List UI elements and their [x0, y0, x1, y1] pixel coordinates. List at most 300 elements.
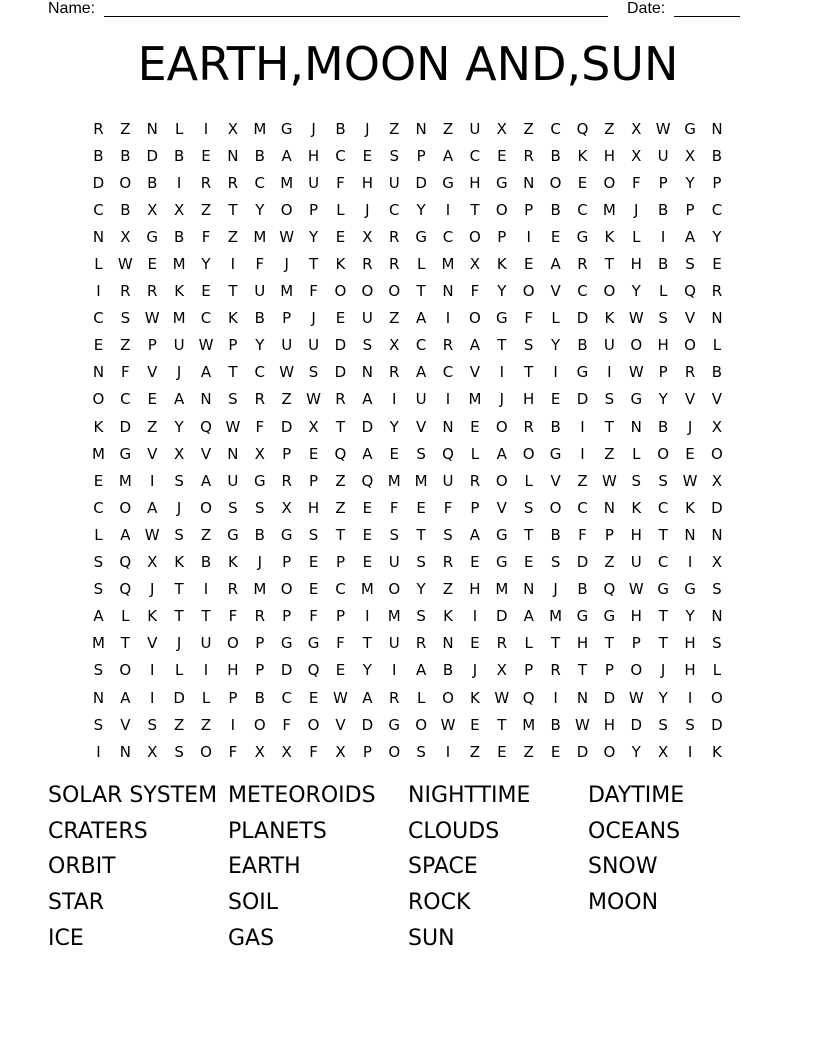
- grid-letter: A: [416, 309, 427, 328]
- grid-letter: I: [445, 742, 451, 761]
- grid-letter: J: [365, 200, 370, 219]
- grid-letter: I: [687, 742, 693, 761]
- grid-letter: J: [176, 363, 182, 382]
- grid-letter: W: [682, 471, 698, 490]
- grid-letter: V: [147, 444, 158, 463]
- grid-letter: Y: [416, 200, 426, 219]
- grid-letter: B: [120, 200, 131, 219]
- grid-letter: Z: [389, 119, 400, 138]
- grid-letter: A: [442, 146, 454, 165]
- grid-letter: I: [445, 200, 451, 219]
- grid-letter: B: [120, 146, 131, 165]
- grid-letter: M: [360, 580, 374, 599]
- grid-letter: X: [389, 336, 400, 355]
- grid-letter: R: [254, 390, 265, 409]
- grid-letter: V: [200, 444, 212, 463]
- grid-letter: O: [388, 580, 401, 599]
- grid-letter: J: [311, 119, 316, 138]
- grid-letter: U: [173, 336, 185, 355]
- grid-letter: T: [658, 525, 668, 544]
- grid-letter: O: [549, 498, 562, 517]
- grid-letter: Y: [685, 173, 695, 192]
- grid-letter: N: [146, 119, 158, 138]
- grid-letter: N: [415, 119, 427, 138]
- grid-letter: C: [711, 200, 723, 219]
- grid-letter: C: [657, 553, 669, 572]
- grid-letter: N: [711, 119, 723, 138]
- grid-letter: S: [147, 715, 157, 734]
- grid-letter: E: [335, 661, 346, 680]
- grid-letter: B: [335, 119, 346, 138]
- grid-letter: S: [416, 742, 426, 761]
- grid-row: [85, 250, 731, 277]
- grid-letter: T: [604, 255, 614, 274]
- grid-letter: R: [254, 607, 265, 626]
- grid-letter: P: [282, 309, 292, 328]
- grid-letter: G: [495, 525, 508, 544]
- grid-letter: I: [203, 661, 209, 680]
- grid-letter: R: [227, 173, 239, 192]
- grid-letter: D: [415, 173, 427, 192]
- grid-letter: I: [580, 417, 585, 436]
- grid-letter: D: [334, 363, 347, 382]
- grid-letter: A: [147, 498, 158, 517]
- grid-letter: E: [335, 309, 346, 328]
- word-bank-item: ORBIT: [48, 854, 116, 880]
- grid-letter: F: [282, 715, 291, 734]
- grid-letter: J: [634, 200, 639, 219]
- grid-letter: I: [392, 661, 397, 680]
- grid-letter: O: [522, 282, 535, 301]
- word-bank-item: SNOW: [588, 854, 658, 880]
- grid-letter: E: [147, 255, 157, 274]
- grid-letter: K: [469, 688, 480, 707]
- grid-letter: Z: [173, 715, 185, 734]
- grid-letter: R: [362, 255, 373, 274]
- grid-letter: Y: [416, 580, 426, 599]
- grid-letter: X: [254, 742, 265, 761]
- grid-letter: R: [496, 634, 508, 653]
- grid-letter: S: [93, 553, 104, 572]
- grid-letter: T: [416, 282, 426, 301]
- grid-letter: L: [336, 200, 345, 219]
- grid-letter: P: [282, 553, 292, 572]
- grid-letter: C: [93, 200, 104, 219]
- grid-letter: L: [94, 525, 103, 544]
- grid-letter: X: [711, 553, 723, 572]
- grid-letter: O: [92, 390, 105, 409]
- grid-letter: L: [632, 227, 641, 246]
- grid-letter: S: [550, 553, 561, 572]
- grid-letter: A: [120, 525, 131, 544]
- grid-letter: I: [687, 688, 693, 707]
- grid-letter: A: [120, 688, 131, 707]
- grid-letter: R: [469, 471, 481, 490]
- grid-letter: O: [119, 661, 132, 680]
- grid-letter: B: [658, 255, 669, 274]
- grid-letter: O: [603, 282, 616, 301]
- grid-letter: K: [93, 417, 104, 436]
- grid-letter: C: [335, 580, 346, 599]
- grid-letter: L: [416, 688, 426, 707]
- grid-letter: O: [226, 634, 239, 653]
- grid-letter: E: [308, 580, 319, 599]
- grid-letter: R: [442, 336, 454, 355]
- grid-letter: Y: [631, 282, 641, 301]
- grid-letter: J: [311, 309, 316, 328]
- grid-letter: O: [119, 173, 132, 192]
- grid-letter: M: [387, 607, 401, 626]
- grid-letter: N: [711, 607, 723, 626]
- grid-letter: M: [495, 580, 509, 599]
- grid-letter: K: [631, 498, 642, 517]
- grid-letter: T: [228, 282, 238, 301]
- grid-letter: S: [362, 336, 373, 355]
- grid-letter: O: [603, 742, 616, 761]
- grid-letter: S: [93, 661, 104, 680]
- grid-letter: O: [549, 173, 562, 192]
- grid-letter: Z: [147, 417, 158, 436]
- grid-letter: J: [257, 553, 262, 572]
- grid-letter: O: [657, 444, 670, 463]
- grid-letter: L: [470, 444, 480, 463]
- grid-letter: E: [550, 227, 561, 246]
- grid-letter: Y: [255, 336, 265, 355]
- grid-letter: G: [280, 634, 293, 653]
- grid-letter: I: [230, 255, 236, 274]
- grid-letter: A: [362, 390, 373, 409]
- grid-letter: R: [523, 417, 534, 436]
- grid-letter: B: [254, 525, 265, 544]
- grid-letter: H: [227, 661, 239, 680]
- grid-letter: J: [553, 580, 558, 599]
- grid-letter: L: [201, 688, 211, 707]
- grid-letter: U: [361, 309, 373, 328]
- grid-letter: O: [495, 200, 508, 219]
- grid-letter: M: [280, 173, 294, 192]
- grid-letter: A: [416, 363, 427, 382]
- grid-letter: A: [416, 661, 427, 680]
- word-bank-item: METEOROIDS: [228, 783, 376, 808]
- grid-letter: J: [687, 417, 693, 436]
- grid-letter: P: [309, 200, 319, 219]
- word-bank-item: NIGHTTIME: [408, 783, 531, 808]
- grid-letter: E: [147, 390, 157, 409]
- grid-letter: O: [469, 309, 481, 328]
- grid-letter: L: [524, 634, 533, 653]
- grid-letter: Y: [551, 336, 561, 355]
- grid-letter: W: [628, 309, 644, 328]
- grid-letter: G: [280, 119, 293, 138]
- grid-letter: B: [254, 146, 265, 165]
- date-label: Date:: [627, 0, 666, 17]
- grid-letter: V: [496, 498, 507, 517]
- grid-letter: B: [254, 309, 265, 328]
- grid-letter: M: [387, 471, 401, 490]
- grid-letter: V: [711, 390, 723, 409]
- grid-letter: M: [441, 255, 455, 274]
- grid-letter: C: [93, 309, 104, 328]
- grid-row: [85, 684, 731, 711]
- grid-letter: H: [469, 173, 481, 192]
- grid-letter: E: [93, 471, 104, 490]
- grid-letter: R: [684, 363, 696, 382]
- grid-letter: M: [602, 200, 616, 219]
- grid-row: [85, 630, 731, 657]
- grid-letter: F: [228, 607, 238, 626]
- grid-letter: H: [307, 498, 320, 517]
- grid-letter: O: [280, 200, 293, 219]
- grid-letter: R: [389, 363, 400, 382]
- grid-letter: V: [550, 282, 561, 301]
- grid-letter: P: [147, 336, 157, 355]
- grid-letter: E: [362, 525, 373, 544]
- grid-letter: O: [280, 580, 293, 599]
- grid-letter: Z: [120, 119, 131, 138]
- grid-letter: T: [308, 255, 319, 274]
- grid-letter: K: [604, 309, 615, 328]
- grid-letter: X: [173, 444, 185, 463]
- grid-letter: D: [576, 742, 589, 761]
- date-line: [674, 16, 740, 17]
- word-bank-item: CLOUDS: [408, 818, 500, 844]
- grid-row: [85, 278, 731, 305]
- grid-letter: Q: [603, 580, 616, 599]
- grid-letter: B: [550, 146, 561, 165]
- grid-row: [85, 413, 731, 440]
- grid-letter: X: [147, 742, 158, 761]
- grid-letter: R: [442, 553, 454, 572]
- grid-letter: O: [200, 498, 212, 517]
- grid-letter: N: [603, 498, 615, 517]
- grid-letter: R: [120, 282, 131, 301]
- grid-letter: Z: [442, 119, 454, 138]
- grid-letter: L: [94, 255, 103, 274]
- grid-letter: O: [495, 471, 508, 490]
- grid-letter: F: [201, 227, 211, 246]
- grid-letter: P: [631, 634, 641, 653]
- grid-letter: Q: [307, 661, 320, 680]
- grid-letter: G: [576, 607, 589, 626]
- grid-letter: O: [711, 688, 723, 707]
- grid-letter: S: [93, 580, 104, 599]
- word-bank-item: SUN: [408, 925, 455, 951]
- grid-letter: L: [712, 661, 722, 680]
- grid-letter: E: [712, 255, 722, 274]
- grid-letter: T: [497, 715, 507, 734]
- grid-letter: P: [282, 444, 292, 463]
- grid-letter: G: [146, 227, 159, 246]
- grid-letter: P: [282, 607, 292, 626]
- grid-letter: W: [279, 227, 295, 246]
- grid-letter: L: [121, 607, 130, 626]
- grid-letter: S: [93, 715, 104, 734]
- grid-letter: L: [174, 119, 184, 138]
- grid-letter: T: [524, 525, 534, 544]
- grid-letter: Z: [604, 444, 615, 463]
- grid-letter: D: [711, 715, 723, 734]
- grid-letter: S: [228, 498, 238, 517]
- grid-letter: E: [577, 173, 588, 192]
- grid-letter: E: [523, 255, 534, 274]
- grid-letter: K: [496, 255, 507, 274]
- grid-letter: D: [334, 336, 347, 355]
- grid-letter: T: [604, 417, 614, 436]
- grid-letter: X: [631, 146, 642, 165]
- grid-letter: E: [685, 444, 695, 463]
- grid-letter: F: [255, 255, 265, 274]
- grid-letter: B: [200, 553, 212, 572]
- grid-letter: E: [497, 742, 507, 761]
- grid-letter: Q: [334, 444, 347, 463]
- grid-letter: K: [443, 607, 453, 626]
- grid-letter: I: [203, 119, 209, 138]
- grid-letter: U: [442, 471, 454, 490]
- grid-letter: Q: [119, 580, 132, 599]
- grid-letter: S: [631, 471, 642, 490]
- grid-letter: E: [93, 336, 104, 355]
- grid-letter: B: [711, 146, 723, 165]
- grid-letter: E: [416, 498, 426, 517]
- grid-letter: G: [603, 607, 616, 626]
- grid-letter: D: [630, 715, 643, 734]
- grid-letter: H: [603, 715, 615, 734]
- grid-letter: Z: [604, 553, 615, 572]
- grid-letter: X: [711, 471, 723, 490]
- grid-letter: E: [550, 390, 561, 409]
- grid-letter: U: [388, 173, 400, 192]
- grid-letter: H: [576, 634, 589, 653]
- grid-letter: U: [415, 390, 427, 409]
- grid-letter: J: [150, 580, 155, 599]
- grid-letter: W: [279, 363, 295, 382]
- grid-letter: B: [442, 661, 454, 680]
- grid-letter: V: [550, 471, 561, 490]
- grid-letter: U: [308, 173, 320, 192]
- word-bank-item: SOLAR SYSTEM: [48, 783, 218, 808]
- grid-letter: M: [91, 634, 105, 653]
- grid-letter: W: [655, 119, 671, 138]
- grid-letter: D: [280, 417, 293, 436]
- grid-letter: S: [389, 525, 399, 544]
- grid-letter: R: [415, 634, 427, 653]
- grid-letter: H: [684, 661, 696, 680]
- grid-row: [85, 711, 731, 738]
- grid-letter: Y: [631, 742, 641, 761]
- grid-letter: X: [281, 742, 292, 761]
- grid-letter: V: [684, 390, 696, 409]
- grid-letter: B: [550, 525, 561, 544]
- grid-letter: O: [388, 742, 401, 761]
- grid-letter: T: [470, 200, 480, 219]
- grid-letter: O: [334, 282, 347, 301]
- grid-letter: B: [93, 146, 104, 165]
- grid-letter: C: [335, 146, 346, 165]
- grid-letter: T: [658, 634, 668, 653]
- grid-letter: E: [497, 146, 507, 165]
- grid-letter: T: [551, 634, 561, 653]
- grid-letter: N: [361, 363, 373, 382]
- grid-letter: I: [392, 390, 397, 409]
- grid-letter: B: [577, 580, 588, 599]
- grid-letter: C: [281, 688, 292, 707]
- grid-letter: W: [628, 363, 644, 382]
- grid-letter: Z: [335, 471, 346, 490]
- grid-letter: M: [253, 580, 267, 599]
- grid-letter: P: [335, 607, 345, 626]
- word-bank-item: EARTH: [228, 854, 301, 880]
- grid-letter: T: [416, 525, 426, 544]
- grid-letter: D: [173, 688, 185, 707]
- grid-letter: G: [630, 390, 643, 409]
- grid-letter: X: [281, 498, 292, 517]
- grid-letter: Q: [684, 282, 696, 301]
- grid-letter: M: [253, 227, 267, 246]
- grid-letter: D: [496, 607, 508, 626]
- grid-letter: S: [308, 363, 319, 382]
- grid-letter: A: [469, 525, 481, 544]
- grid-letter: R: [550, 661, 561, 680]
- grid-letter: F: [470, 282, 480, 301]
- grid-letter: N: [711, 309, 723, 328]
- grid-letter: Z: [523, 742, 534, 761]
- grid-letter: P: [309, 471, 319, 490]
- grid-row: [85, 169, 731, 196]
- grid-letter: J: [176, 498, 182, 517]
- grid-letter: Y: [201, 255, 211, 274]
- grid-letter: Z: [469, 742, 481, 761]
- grid-letter: I: [660, 227, 666, 246]
- grid-letter: E: [335, 227, 346, 246]
- grid-letter: P: [228, 336, 238, 355]
- word-bank-item: STAR: [48, 890, 105, 916]
- grid-letter: O: [630, 661, 643, 680]
- grid-letter: V: [147, 634, 158, 653]
- grid-letter: P: [712, 173, 722, 192]
- grid-letter: K: [227, 553, 238, 572]
- grid-letter: E: [362, 146, 373, 165]
- word-bank-item: PLANETS: [228, 818, 327, 844]
- grid-letter: S: [712, 634, 722, 653]
- grid-letter: P: [524, 661, 534, 680]
- grid-letter: U: [254, 282, 266, 301]
- grid-letter: F: [309, 607, 318, 626]
- grid-letter: F: [631, 173, 641, 192]
- grid-letter: Z: [200, 715, 212, 734]
- grid-letter: R: [389, 227, 400, 246]
- grid-letter: F: [578, 525, 587, 544]
- grid-letter: N: [523, 580, 535, 599]
- grid-letter: O: [522, 444, 535, 463]
- grid-letter: K: [174, 553, 185, 572]
- grid-letter: O: [415, 715, 428, 734]
- grid-letter: O: [253, 715, 266, 734]
- grid-letter: D: [711, 498, 723, 517]
- grid-letter: E: [470, 634, 480, 653]
- grid-letter: H: [630, 607, 642, 626]
- grid-letter: L: [551, 309, 560, 328]
- grid-letter: A: [362, 688, 373, 707]
- word-bank-item: ICE: [48, 925, 84, 951]
- grid-row: [85, 115, 731, 142]
- grid-letter: L: [712, 336, 722, 355]
- grid-letter: S: [685, 715, 695, 734]
- grid-letter: Y: [658, 688, 668, 707]
- grid-letter: A: [469, 336, 481, 355]
- grid-letter: Y: [174, 417, 184, 436]
- grid-letter: M: [549, 607, 563, 626]
- grid-row: [85, 549, 731, 576]
